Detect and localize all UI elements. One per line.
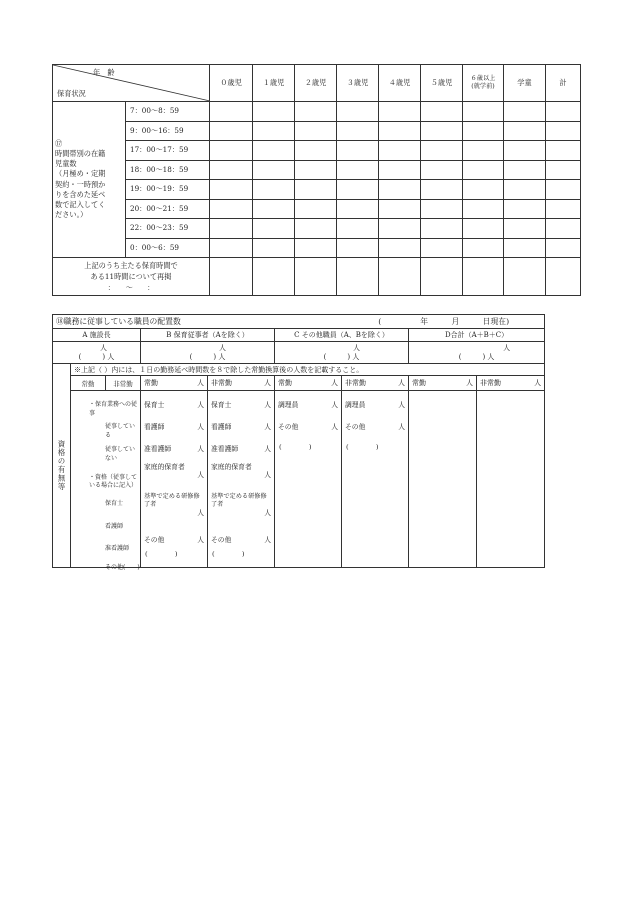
b-joukin-detail: [141, 391, 208, 568]
input-cell[interactable]: [421, 219, 463, 239]
input-cell[interactable]: [337, 199, 379, 219]
input-cell[interactable]: [421, 199, 463, 219]
input-cell[interactable]: [421, 121, 463, 141]
input-cell[interactable]: [253, 160, 295, 180]
input-cell[interactable]: [379, 219, 421, 239]
input-cell[interactable]: [379, 258, 421, 296]
input-cell[interactable]: [463, 102, 504, 122]
input-cell[interactable]: [379, 180, 421, 200]
input-cell[interactable]: [295, 258, 337, 296]
input-cell[interactable]: [504, 219, 546, 239]
col-d-header: D合計（A＋B＋C）: [409, 329, 545, 342]
input-cell[interactable]: [210, 219, 253, 239]
input-cell[interactable]: [253, 199, 295, 219]
input-cell[interactable]: [253, 121, 295, 141]
input-cell[interactable]: [210, 102, 253, 122]
input-cell[interactable]: [421, 238, 463, 258]
a-joukin-header: 常勤: [71, 376, 106, 391]
input-cell[interactable]: [337, 121, 379, 141]
staff-title: ⑱職務に従事している職員の配置数: [56, 317, 181, 326]
input-cell[interactable]: [337, 238, 379, 258]
c-qual-row[interactable]: その他 人: [345, 423, 405, 431]
input-cell[interactable]: [379, 141, 421, 161]
input-cell[interactable]: [253, 258, 295, 296]
age-header: ６歳以上 (就学前): [463, 65, 504, 102]
input-cell[interactable]: [546, 141, 581, 161]
total-a-cell[interactable]: 人 ( ) 人: [53, 342, 141, 364]
input-cell[interactable]: [295, 180, 337, 200]
a-item: その他( ): [105, 564, 140, 571]
a-detail-cell: [71, 391, 141, 571]
input-cell[interactable]: [379, 121, 421, 141]
input-cell[interactable]: [295, 121, 337, 141]
input-cell[interactable]: [463, 141, 504, 161]
input-cell[interactable]: [295, 102, 337, 122]
input-cell[interactable]: [546, 238, 581, 258]
b-other-paren[interactable]: ( ): [212, 550, 245, 558]
input-cell[interactable]: [421, 102, 463, 122]
b-qual-row[interactable]: 家庭的保育者 人: [144, 463, 204, 479]
age-header: １歳児: [253, 65, 295, 102]
a-item: 保育士: [105, 500, 124, 507]
input-cell[interactable]: [421, 141, 463, 161]
d-joukin-header: 常勤 人: [409, 376, 477, 391]
input-cell[interactable]: [463, 219, 504, 239]
col-b-header: B 保育従事者（Aを除く）: [141, 329, 275, 342]
c-qual-row[interactable]: 調理員 人: [345, 401, 405, 409]
col-a-header: A 施設長: [53, 329, 141, 342]
input-cell[interactable]: [295, 238, 337, 258]
input-cell[interactable]: [337, 219, 379, 239]
input-cell[interactable]: [546, 199, 581, 219]
corner-status-label: 保育状況: [57, 89, 86, 98]
a-item: 従事している: [105, 423, 136, 439]
input-cell[interactable]: [463, 160, 504, 180]
input-cell[interactable]: [463, 199, 504, 219]
input-cell[interactable]: [546, 258, 581, 296]
input-cell[interactable]: [504, 160, 546, 180]
input-cell[interactable]: [210, 199, 253, 219]
c-joukin-header: 常勤 人: [275, 376, 342, 391]
input-cell[interactable]: [504, 180, 546, 200]
time-slot-label: 7：00～8：59: [126, 102, 210, 122]
b-qual-row[interactable]: 基準で定める研修修了者 人: [211, 493, 271, 517]
time-slot-label: 17：00～17：59: [126, 141, 210, 161]
b-hijoukin-header: 非常勤 人: [208, 376, 275, 391]
time-slot-enrollment-table: [52, 64, 581, 296]
input-cell[interactable]: [210, 141, 253, 161]
b-qual-row[interactable]: 保育士 人: [211, 401, 271, 409]
input-cell[interactable]: [253, 102, 295, 122]
input-cell[interactable]: [504, 141, 546, 161]
time-slot-label: 19：00～19：59: [126, 180, 210, 200]
b-qual-row[interactable]: 基準で定める研修修了者 人: [144, 493, 204, 517]
b-qual-row[interactable]: 看護師 人: [211, 423, 271, 431]
b-joukin-header: 常勤 人: [141, 376, 208, 391]
input-cell[interactable]: [253, 141, 295, 161]
input-cell[interactable]: [421, 160, 463, 180]
input-cell[interactable]: [379, 199, 421, 219]
b-qual-row[interactable]: 家庭的保育者 人: [211, 463, 271, 479]
input-cell[interactable]: [253, 238, 295, 258]
time-slot-label: 9：00～16：59: [126, 121, 210, 141]
input-cell[interactable]: [463, 258, 504, 296]
a-hijoukin-header: 非常勤: [106, 376, 141, 391]
c-other-paren[interactable]: ( ): [279, 443, 312, 451]
input-cell[interactable]: [421, 180, 463, 200]
a-item: ・資格（従事している場合に記入）: [89, 474, 138, 489]
input-cell[interactable]: [504, 199, 546, 219]
b-qual-row[interactable]: 准看護師 人: [144, 445, 204, 453]
input-cell[interactable]: [210, 160, 253, 180]
input-cell[interactable]: [504, 258, 546, 296]
input-cell[interactable]: [546, 180, 581, 200]
age-header: ０歳児: [210, 65, 253, 102]
input-cell[interactable]: [463, 238, 504, 258]
c-other-paren[interactable]: ( ): [346, 443, 379, 451]
input-cell[interactable]: [504, 121, 546, 141]
input-cell[interactable]: [337, 141, 379, 161]
input-cell[interactable]: [546, 160, 581, 180]
c-qual-row[interactable]: 調理員 人: [278, 401, 338, 409]
input-cell[interactable]: [546, 121, 581, 141]
input-cell[interactable]: [504, 102, 546, 122]
input-cell[interactable]: [210, 238, 253, 258]
input-cell[interactable]: [463, 180, 504, 200]
a-item: 看護師: [105, 523, 124, 530]
qualification-side-label: 資格の有無等: [53, 364, 71, 568]
input-cell[interactable]: [210, 258, 253, 296]
as-of-date: ( 年 月 日現在): [378, 317, 510, 326]
input-cell[interactable]: [379, 160, 421, 180]
input-cell[interactable]: [463, 121, 504, 141]
input-cell[interactable]: [253, 219, 295, 239]
age-header: ３歳児: [337, 65, 379, 102]
input-cell[interactable]: [379, 238, 421, 258]
input-cell[interactable]: [504, 238, 546, 258]
input-cell[interactable]: [337, 160, 379, 180]
total-c-cell[interactable]: 人 ( ) 人: [275, 342, 409, 364]
time-slot-label: 18：00～18：59: [126, 160, 210, 180]
c-joukin-detail: [275, 391, 342, 568]
input-cell[interactable]: [295, 199, 337, 219]
input-cell[interactable]: [210, 180, 253, 200]
time-slot-label: 22：00～23：59: [126, 219, 210, 239]
d-hijoukin-detail[interactable]: [477, 391, 545, 568]
input-cell[interactable]: [379, 102, 421, 122]
b-qual-row[interactable]: 保育士 人: [144, 401, 204, 409]
col-c-header: C その他職員（A、Bを除く）: [275, 329, 409, 342]
input-cell[interactable]: [337, 180, 379, 200]
input-cell[interactable]: [546, 219, 581, 239]
a-item: 従事していない: [105, 446, 136, 462]
staff-title-row: [53, 315, 545, 329]
input-cell[interactable]: [546, 102, 581, 122]
age-header: ２歳児: [295, 65, 337, 102]
d-joukin-detail[interactable]: [409, 391, 477, 568]
age-header: 計: [546, 65, 581, 102]
b-other-paren[interactable]: ( ): [145, 550, 178, 558]
input-cell[interactable]: [210, 121, 253, 141]
staff-allocation-table: [52, 314, 545, 571]
corner-age-label: 年 齢: [93, 68, 115, 77]
input-cell[interactable]: [337, 258, 379, 296]
b-qual-row[interactable]: その他 人: [144, 536, 204, 544]
input-cell[interactable]: [253, 180, 295, 200]
total-d-cell[interactable]: 人 ( ) 人: [409, 342, 545, 364]
age-header: 学童: [504, 65, 546, 102]
b-hijoukin-detail: [208, 391, 275, 568]
total-b-cell[interactable]: 人 ( ) 人: [141, 342, 275, 364]
corner-header-cell: [53, 65, 210, 102]
b-qual-row[interactable]: 看護師 人: [144, 423, 204, 431]
main-hours-footer-label: 上記のうち主たる保育時間で ある11時間について再掲 ： ～ ：: [53, 258, 210, 296]
time-slot-side-label: ⑰ 時間帯別の在籍 児童数 （月極め・定期 契約・一時預か りを含めた延べ 数で記入してく ださい。）: [53, 102, 126, 258]
time-slot-label: 0：00～6：59: [126, 238, 210, 258]
time-slot-label: 20：00～21：59: [126, 199, 210, 219]
b-qual-row[interactable]: その他 人: [211, 536, 271, 544]
a-item: ・保育業務への従事: [89, 401, 138, 417]
b-qual-row[interactable]: 准看護師 人: [211, 445, 271, 453]
input-cell[interactable]: [295, 141, 337, 161]
input-cell[interactable]: [421, 258, 463, 296]
conversion-note: ※上記（ ）内には、１日の勤務延べ時間数を８で除した常勤換算後の人数を記載すること。: [71, 364, 545, 376]
c-hijoukin-header: 非常勤 人: [342, 376, 409, 391]
d-hijoukin-header: 非常勤 人: [477, 376, 545, 391]
input-cell[interactable]: [295, 219, 337, 239]
age-header: ５歳児: [421, 65, 463, 102]
a-item: 准看護師: [105, 545, 130, 552]
c-qual-row[interactable]: その他 人: [278, 423, 338, 431]
input-cell[interactable]: [337, 102, 379, 122]
input-cell[interactable]: [295, 160, 337, 180]
age-header: ４歳児: [379, 65, 421, 102]
c-hijoukin-detail: [342, 391, 409, 568]
